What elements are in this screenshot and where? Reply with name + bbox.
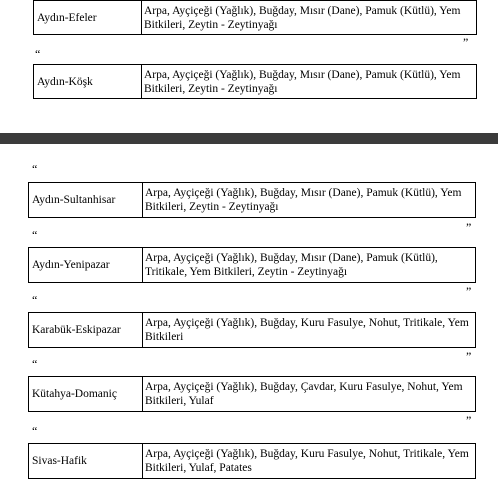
opening-quote: “ xyxy=(32,293,38,307)
entry-table xyxy=(28,376,476,412)
products-cell: Arpa, Ayçiçeği (Yağlık), Buğday, Mısır (Dane), Pamuk (Kütlü), Yem Bitkileri, Zeytin - Zeytinyağı xyxy=(143,183,476,218)
district-cell: Aydın-Efeler xyxy=(34,1,142,35)
table-row xyxy=(29,248,476,283)
closing-quote: ” xyxy=(466,349,472,363)
table-row xyxy=(34,1,477,35)
table-row xyxy=(29,377,476,412)
closing-quote: ” xyxy=(463,35,469,49)
district-cell: Aydın-Yenipazar xyxy=(29,248,143,283)
products-cell: Arpa, Ayçiçeği (Yağlık), Buğday, Mısır (Dane), Pamuk (Kütlü), Yem Bitkileri, Zeytin - Zeytinyağı xyxy=(142,65,477,99)
closing-quote: ” xyxy=(466,413,472,427)
page-separator xyxy=(0,133,498,144)
products-cell: Arpa, Ayçiçeği (Yağlık), Buğday, Mısır (Dane), Pamuk (Kütlü), Tritikale, Yem Bitkileri, Zeytin - Zeytinyağı xyxy=(143,248,476,283)
products-cell: Arpa, Ayçiçeği (Yağlık), Buğday, Çavdar, Kuru Fasulye, Nohut, Yem Bitkileri, Yulaf xyxy=(143,377,476,412)
entry-table xyxy=(33,64,477,99)
products-cell: Arpa, Ayçiçeği (Yağlık), Buğday, Mısır (Dane), Pamuk (Kütlü), Yem Bitkileri, Zeytin - Zeytinyağı xyxy=(142,1,477,35)
entry-table xyxy=(28,312,476,348)
district-cell: Karabük-Eskipazar xyxy=(29,313,143,348)
table-row xyxy=(34,65,477,99)
products-cell: Arpa, Ayçiçeği (Yağlık), Buğday, Kuru Fasulye, Nohut, Tritikale, Yem Bitkileri, Yulaf, Patates xyxy=(143,444,476,479)
district-cell: Sivas-Hafik xyxy=(29,444,143,479)
opening-quote: “ xyxy=(32,228,38,242)
table-row xyxy=(29,313,476,348)
opening-quote: “ xyxy=(32,162,38,176)
products-cell: Arpa, Ayçiçeği (Yağlık), Buğday, Kuru Fasulye, Nohut, Tritikale, Yem Bitkileri xyxy=(143,313,476,348)
closing-quote: ” xyxy=(466,284,472,298)
entry-table xyxy=(28,443,476,479)
document-page-bottom xyxy=(0,144,498,484)
document-page-top xyxy=(0,0,498,133)
opening-quote: “ xyxy=(35,47,41,61)
district-cell: Aydın-Sultanhisar xyxy=(29,183,143,218)
table-row xyxy=(29,444,476,479)
district-cell: Kütahya-Domaniç xyxy=(29,377,143,412)
district-cell: Aydın-Köşk xyxy=(34,65,142,99)
opening-quote: “ xyxy=(32,424,38,438)
entry-table xyxy=(28,182,476,218)
entry-table xyxy=(33,0,477,35)
opening-quote: “ xyxy=(32,357,38,371)
entry-table xyxy=(28,247,476,283)
table-row xyxy=(29,183,476,218)
closing-quote: ” xyxy=(466,220,472,234)
